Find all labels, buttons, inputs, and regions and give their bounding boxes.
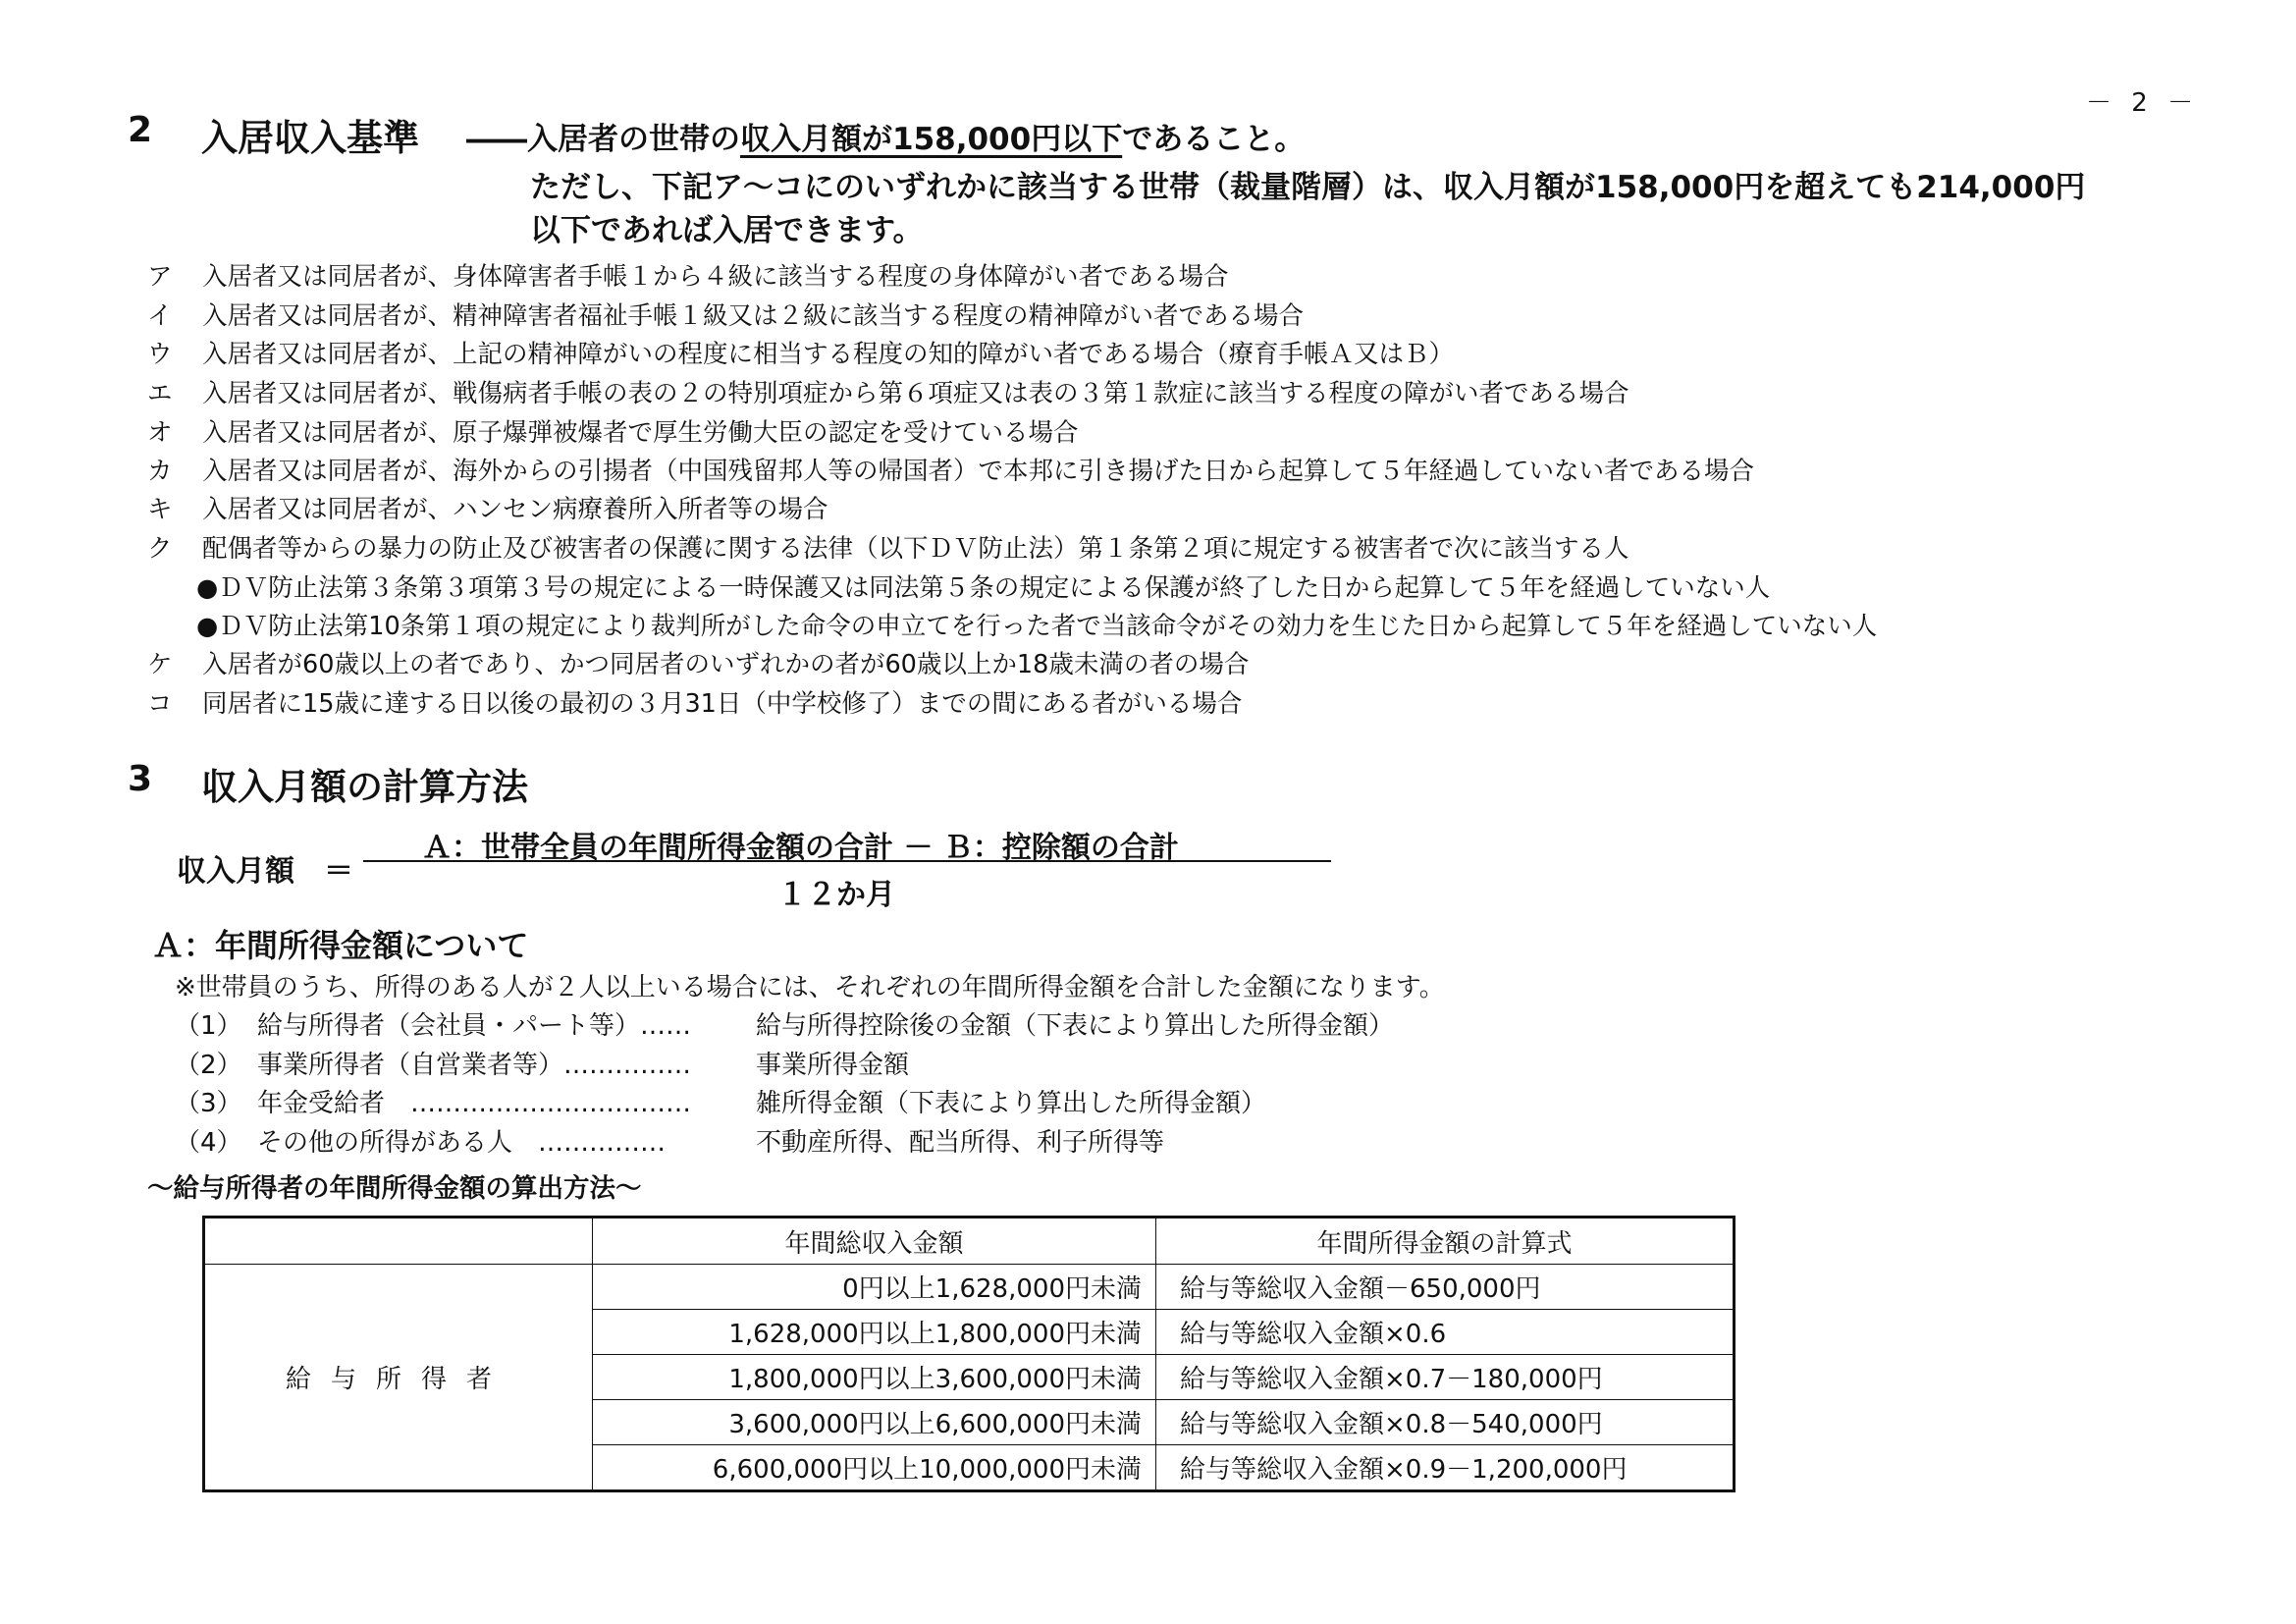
income-type-label: 年金受給者 …………………………… xyxy=(257,1089,692,1118)
formula-label: 収入月額 xyxy=(177,854,294,889)
section2-proviso: ただし、下記ア～コにのいずれかに該当する世帯（裁量階層）は、収入月額が158,000円を超えても214,000円 xyxy=(530,170,2086,205)
header-cell-empty xyxy=(204,1218,593,1265)
section3-title: 収入月額の計算方法 xyxy=(201,766,528,808)
list-item xyxy=(147,413,1079,449)
sub-list-item: ●ＤＶ防止法第10条第１項の規定により裁判所がした命令の申立てを行った者で当該命令がその効力を生じた日から起算して５年を経過していない人 xyxy=(196,612,1878,641)
item-text: 入居者又は同居者が、海外からの引揚者（中国残留邦人等の帰国者）で本邦に引き揚げた日から起算して５年経過していない者である場合 xyxy=(202,457,1755,486)
income-type-number: （2） xyxy=(175,1051,242,1080)
a-note: ※世帯員のうち、所得のある人が２人以上いる場合には、それぞれの年間所得金額を合計した金額になります。 xyxy=(175,973,1445,1002)
formula-equals: ＝ xyxy=(324,854,353,889)
list-item xyxy=(147,529,1629,565)
fraction-bar xyxy=(363,860,1331,862)
section2-title: 入居収入基準 xyxy=(201,117,419,159)
list-item xyxy=(147,452,1754,487)
income-type-value: 雑所得金額（下表により算出した所得金額） xyxy=(756,1089,1267,1118)
item-mark: ク xyxy=(147,534,173,564)
income-range-cell: 3,600,000円以上6,600,000円未満 xyxy=(593,1400,1156,1445)
item-mark: オ xyxy=(147,418,173,448)
item-mark: ア xyxy=(147,262,173,292)
item-mark: コ xyxy=(147,689,173,719)
formula-cell: 給与等総収入金額×0.9－1,200,000円 xyxy=(1156,1445,1735,1491)
header-calculation-formula: 年間所得金額の計算式 xyxy=(1156,1218,1735,1265)
section2-number: 2 xyxy=(128,110,153,150)
item-text: 入居者又は同居者が、ハンセン病療養所入所者等の場合 xyxy=(202,495,828,524)
list-item xyxy=(147,257,1229,293)
page-number: － 2 － xyxy=(2086,88,2200,118)
list-item xyxy=(147,490,828,525)
item-text: 入居者又は同居者が、精神障害者福祉手帳１級又は２級に該当する程度の精神障がい者である場合 xyxy=(202,301,1305,331)
item-mark: ケ xyxy=(147,650,173,679)
criterion-pre: 入居者の世帯の xyxy=(527,122,740,157)
income-type-value: 事業所得金額 xyxy=(756,1051,910,1080)
list-item xyxy=(147,297,1304,332)
formula-numerator: Ａ：世帯全員の年間所得金額の合計 － Ｂ：控除額の合計 xyxy=(422,831,1179,865)
criterion-dash: ―― xyxy=(466,122,527,157)
item-text: 入居者又は同居者が、上記の精神障がいの程度に相当する程度の知的障がい者である場合（療育手帳Ａ又はＢ） xyxy=(202,340,1455,369)
income-type-number: （4） xyxy=(175,1128,242,1158)
formula-cell: 給与等総収入金額×0.8－540,000円 xyxy=(1156,1400,1735,1445)
section2-proviso-cont: 以下であれば入居できます。 xyxy=(530,213,924,248)
item-mark: キ xyxy=(147,495,173,524)
income-range-cell: 1,628,000円以上1,800,000円未満 xyxy=(593,1310,1156,1355)
list-item xyxy=(147,645,1249,680)
item-text: 入居者が60歳以上の者であり、かつ同居者のいずれかの者が60歳以上か18歳未満の者の場合 xyxy=(202,650,1250,679)
item-text: 入居者又は同居者が、原子爆弾被爆者で厚生労働大臣の認定を受けている場合 xyxy=(202,418,1079,448)
income-range-cell: 6,600,000円以上10,000,000円未満 xyxy=(593,1445,1156,1491)
income-type-label: 給与所得者（会社員・パート等）…… xyxy=(257,1011,692,1041)
income-type-value: 給与所得控除後の金額（下表により算出した所得金額） xyxy=(756,1011,1395,1041)
table-header-row xyxy=(204,1218,1735,1265)
income-calculation-table xyxy=(202,1216,1735,1492)
formula-cell: 給与等総収入金額－650,000円 xyxy=(1156,1265,1735,1310)
table-title: ～給与所得者の年間所得金額の算出方法～ xyxy=(147,1173,642,1204)
formula-cell: 給与等総収入金額×0.7－180,000円 xyxy=(1156,1355,1735,1400)
table-row xyxy=(204,1265,1735,1310)
item-mark: イ xyxy=(147,301,173,331)
section3-number: 3 xyxy=(128,759,153,799)
a-heading: Ａ：年間所得金額について xyxy=(152,927,529,964)
criterion-post: であること。 xyxy=(1122,122,1306,157)
item-text: 配偶者等からの暴力の防止及び被害者の保護に関する法律（以下ＤＶ防止法）第１条第２項に規定する被害者で次に該当する人 xyxy=(202,534,1629,564)
income-type-number: （1） xyxy=(175,1011,242,1041)
header-annual-income: 年間総収入金額 xyxy=(593,1218,1156,1265)
item-mark: ウ xyxy=(147,340,173,369)
income-type-value: 不動産所得、配当所得、利子所得等 xyxy=(756,1128,1165,1158)
list-item xyxy=(147,335,1454,370)
item-text: 入居者又は同居者が、身体障害者手帳１から４級に該当する程度の身体障がい者である場合 xyxy=(202,262,1229,292)
sub-list-item: ●ＤＶ防止法第３条第３項第３号の規定による一時保護又は同法第５条の規定による保護が終了した日から起算して５年を経過していない人 xyxy=(196,573,1771,603)
section2-criterion xyxy=(466,114,1305,158)
income-type-label: 事業所得者（自営業者等）…………… xyxy=(257,1051,692,1080)
item-mark: カ xyxy=(147,457,173,486)
item-text: 同居者に15歳に達する日以後の最初の３月31日（中学校修了）までの間にある者がいる場合 xyxy=(202,689,1243,719)
income-range-cell: 1,800,000円以上3,600,000円未満 xyxy=(593,1355,1156,1400)
item-mark: エ xyxy=(147,379,173,408)
formula-denominator: １２か月 xyxy=(777,878,895,912)
list-item xyxy=(147,684,1242,720)
list-item xyxy=(147,374,1629,409)
item-text: 入居者又は同居者が、戦傷病者手帳の表の２の特別項症から第６項症又は表の３第１款症に該当する程度の障がい者である場合 xyxy=(202,379,1629,408)
criterion-limit: 収入月額が158,000円以下 xyxy=(740,122,1123,157)
row-label-salary-earner: 給与所得者 xyxy=(204,1265,593,1491)
formula-cell: 給与等総収入金額×0.6 xyxy=(1156,1310,1735,1355)
income-type-number: （3） xyxy=(175,1089,242,1118)
income-type-label: その他の所得がある人 …………… xyxy=(257,1128,667,1158)
income-range-cell: 0円以上1,628,000円未満 xyxy=(593,1265,1156,1310)
